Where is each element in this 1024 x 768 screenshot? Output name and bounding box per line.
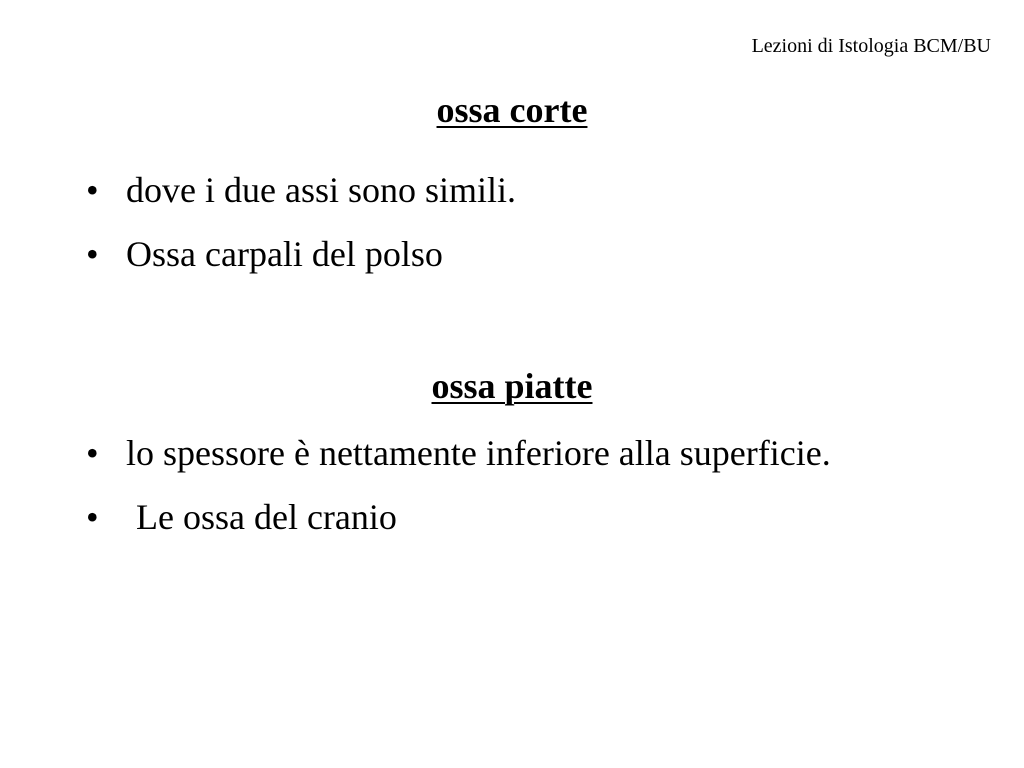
- bullet-list-ossa-corte: [86, 164, 846, 292]
- bullet-icon: •: [86, 433, 99, 473]
- section-title-ossa-corte: ossa corte: [436, 90, 588, 130]
- header-note: Lezioni di Istologia BCM/BU: [751, 35, 991, 57]
- bullet-text: dove i due assi sono simili.: [126, 170, 516, 210]
- bullet-list-ossa-piatte: [86, 427, 846, 555]
- bullet-text: Ossa carpali del polso: [126, 234, 443, 274]
- list-item: [86, 427, 846, 479]
- bullet-text: Le ossa del cranio: [136, 497, 397, 537]
- section-title-ossa-piatte: ossa piatte: [431, 366, 593, 406]
- bullet-text: lo spessore è nettamente inferiore alla superficie.: [126, 433, 831, 473]
- list-item: [86, 228, 846, 280]
- bullet-icon: •: [86, 497, 99, 537]
- list-item: [86, 164, 846, 216]
- bullet-icon: •: [86, 234, 99, 274]
- bullet-icon: •: [86, 170, 99, 210]
- list-item: [86, 491, 846, 543]
